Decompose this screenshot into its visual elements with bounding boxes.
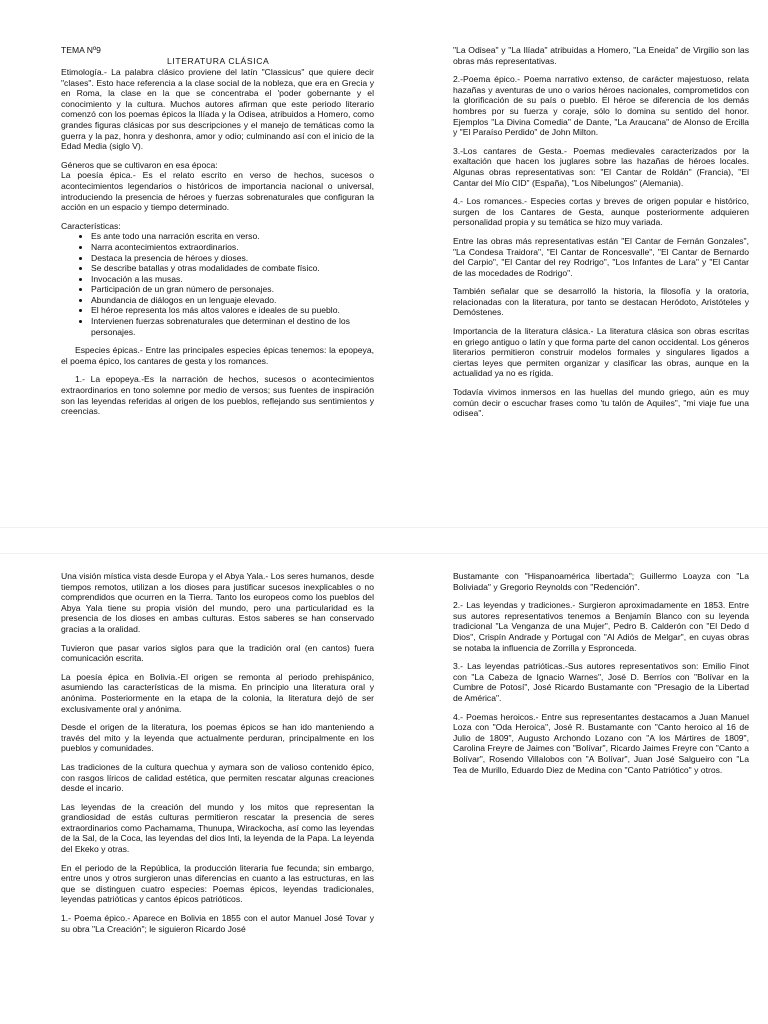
- paragraph: Tuvieron que pasar varios siglos para que la tradición oral (en cantos) fuera comunicación escrita.: [61, 642, 374, 664]
- bottom-left-column: [61, 571, 374, 942]
- list-item: • Narra acontecimientos extraordinarios.: [91, 242, 374, 253]
- list-item: • Abundancia de diálogos en un lenguaje elevado.: [91, 295, 374, 306]
- list-item: • Destaca la presencia de héroes y dioses.: [91, 253, 374, 264]
- paragraph: Una visión mística vista desde Europa y el Abya Yala.- Los seres humanos, desde tiempos remotos, utilizan a los dioses para justificar sucesos inexplicables o no comprendidos que ocurren en la Tierra. Tanto los europeos como los pueblos del Abya Yala tiene su propia visión del mundo, pero una particularidad es la presencia de los dioses en ambas culturas. Estos saberes se han conservado gracias a la oralidad.: [61, 571, 374, 634]
- paragraph: La poesía épica en Bolivia.-El origen se remonta al periodo prehispánico, asumiendo las características de la misma. En principio una literatura oral y anónima. Posteriormente en la etapa de la colonia, la literatura dejó de ser exclusivamente oral y anónima.: [61, 671, 374, 714]
- list-item: • Intervienen fuerzas sobrenaturales que determinan el destino de los personajes.: [91, 316, 374, 337]
- paragraph: Entre las obras más representativas están "El Cantar de Fernán Gonzales", "La Condesa Traidora", "El Cantar de Roncesvalle", "El Cantar de Bernardo del Carpio", "El Cantar del rey Rodrigo", "Los Infantes de Lara" y "El Cantar de las mocedades de Rodrigo".: [453, 235, 749, 278]
- etimologia-paragraph: Etimología.- La palabra clásico proviene del latín "Classicus" que quiere decir "clases". Esto hace referencia a la clase social de la nobleza, que era en Grecia y en Roma, la clase en la que se concentraba el 'poder gobernante y el conocimiento y la cultura. Muchos autores afirman que este periodo literario comenzó con los poemas épicos la Ilíada y la Odisea, atribuidos a Homero, como grandes figuras clásicas por sus descripciones y el manejo de temáticas como la guerra y la paz, honra y deshonra, amor y odio; culminando así con el inicio de la Edad Media (siglo V).: [61, 67, 374, 152]
- paragraph: "La Odisea" y "La Ilíada" atribuidas a Homero, "La Eneida" de Virgilio son las obras más representativas.: [453, 45, 749, 66]
- paragraph: 2.-Poema épico.- Poema narrativo extenso, de carácter majestuoso, relata hazañas y aventuras de uno o varios héroes nacionales, comprometidos con la glorificación de su país o pueblo. El héroe se diferencia de los demás hombres por su fuerza y coraje, sólo lo domina su sentido del honor. Ejemplos "La Divina Comedia" de Dante, "La Araucana" de Alonso de Ercilla y "El Paraíso Perdido" de John Milton.: [453, 74, 749, 138]
- list-item: • El héroe representa los más altos valores e ideales de su pueblo.: [91, 305, 374, 316]
- list-item: • Se describe batallas y otras modalidades de combate físico.: [91, 263, 374, 274]
- paragraph: 2.- Las leyendas y tradiciones.- Surgieron aproximadamente en 1853. Entre sus autores representativos tenemos a Benjamín Blanco con su leyenda tradicional "La Venganza de una Mujer", Pedro B. Calderón con "El Dedo d Dios", Crispín Andrade y Portugal con "Al Adiós de Melgar", en cuyas obras se notaba la influencia de Zorrilla y Espronceda.: [453, 600, 749, 653]
- epopeya-paragraph: 1.- La epopeya.-Es la narración de hechos, sucesos o acontecimientos extraordinarios en tono solemne por medio de versos; sus fuentes de inspiración son las leyendas referidas al origen de los pueblos, reflejando sus sentimientos y creencias.: [61, 374, 374, 417]
- poesia-epica-paragraph: La poesía épica.- Es el relato escrito en verso de hechos, sucesos o acontecimientos legendarios o históricos de importancia nacional o universal, introduciendo la presencia de héroes y fuerzas sobrenaturales que configuran la acción en un espacio y tiempo determinado.: [61, 170, 374, 213]
- especies-paragraph: Especies épicas.- Entre las principales especies épicas tenemos: la epopeya, el poema épico, los cantares de gesta y los romances.: [61, 345, 374, 366]
- document-title: LITERATURA CLÁSICA: [167, 56, 270, 66]
- paragraph: También señalar que se desarrolló la historia, la filosofía y la oratoria, relacionadas con la literatura, por tanto se destacan Heródoto, Aristóteles y Demóstenes.: [453, 286, 749, 318]
- top-left-column: [61, 45, 374, 425]
- paragraph: Importancia de la literatura clásica.- La literatura clásica son obras escritas en griego antiguo o latín y que forma parte del canon occidental. Los géneros literarios permitieron construir modelos formales y singulares ligados a ciertas leyes que permiten organizar y clasificar las obras, aunque en la actualidad ya no es rígida.: [453, 326, 749, 379]
- paragraph: Las leyendas de la creación del mundo y los mitos que representan la grandiosidad de estás culturas permitieron rescatar la presencia de seres extraordinarios como Pachamama, Thunupa, Wirackocha, así como las leyendas de la Sal, de la Coca, las leyendas del dios Inti, la leyenda de la Papa. La leyenda del Ekeko y otras.: [61, 801, 374, 855]
- bottom-right-column: [453, 571, 749, 783]
- paragraph: 3.-Los cantares de Gesta.- Poemas medievales caracterizados por la exaltación que hacen los juglares sobre las hazañas de héroes locales. Algunas obras representativas son: "El Cantar de Roldán" (Francia), "El Cantar del Mío CID" (España), "Los Nibelungos" (Alemania).: [453, 145, 749, 188]
- paragraph: Las tradiciones de la cultura quechua y aymara son de valioso contenido épico, con rasgos líricos de calidad estética, que permiten rescatar algunas creaciones desde el incario.: [61, 761, 374, 794]
- list-item: • Participación de un gran número de personajes.: [91, 284, 374, 295]
- paragraph: En el periodo de la República, la producción literaria fue fecunda; sin embargo, entre unos y otros surgieron unas diferencias en cuanto a las estructuras, en las que se distinguen cuatro especies: Poemas épicos, leyendas tradicionales, leyendas patrióticas y cantos épicos patrióticos.: [61, 862, 374, 905]
- list-item: • Invocación a las musas.: [91, 274, 374, 285]
- page-divider: [0, 527, 768, 554]
- paragraph: 4.- Los romances.- Especies cortas y breves de origen popular e histórico, surgen de los Cantares de Gesta, aunque posteriormente adquieren personalidad propia y su temática se hizo muy variada.: [453, 196, 749, 228]
- paragraph: 4.- Poemas heroicos.- Entre sus representantes destacamos a Juan Manuel Loza con "Oda Heroica", José R. Bustamante con "Canto heroico al 16 de Julio de 1809", Augusto Archondo Lozano con "A los Mártires de 1809", Carolina Freyre de Jaimes con "Bolívar", Ricardo Jaimes Freyre con "Canto a Bolívar", Rosendo Villalobos con "A Bolívar", Juan José Salgueiro con "La Tea de Murillo, Eduardo Diez de Medina con "Canto Patriótico" y otros.: [453, 711, 749, 775]
- caracteristicas-list: [61, 231, 374, 337]
- paragraph: 3.- Las leyendas patrióticas.-Sus autores representativos son: Emilio Finot con "La Cabeza de Ignacio Warnes", José D. Berríos con "Bolívar en la Cumbre de Potosí", José Ricardo Bustamante con "Presagio de la Libertad de América".: [453, 661, 749, 703]
- paragraph: 1.- Poema épico.- Aparece en Bolivia en 1855 con el autor Manuel José Tovar y su obra "La Creación"; le siguieron Ricardo José: [61, 913, 374, 934]
- tema-label: TEMA Nº9: [61, 45, 101, 55]
- top-right-column: [453, 45, 749, 427]
- list-item: • Es ante todo una narración escrita en verso.: [91, 231, 374, 242]
- caracteristicas-heading: Características:: [61, 220, 121, 231]
- paragraph: Bustamante con "Hispanoamérica libertada"; Guillermo Loayza con "La Boliviada" y Gregorio Reynolds con "Redención".: [453, 571, 749, 592]
- paragraph: Todavía vivimos inmersos en las huellas del mundo griego, aún es muy común decir o escuchar frases como 'tu talón de Aquiles", "mi viaje fue una odisea".: [453, 387, 749, 419]
- paragraph: Desde el origen de la literatura, los poemas épicos se han ido manteniendo a través del mito y la leyenda que actualmente perduran, principalmente en los pueblos y comunidades.: [61, 722, 374, 754]
- generos-heading: Géneros que se cultivaron en esa época:: [61, 159, 218, 170]
- header: [61, 45, 374, 67]
